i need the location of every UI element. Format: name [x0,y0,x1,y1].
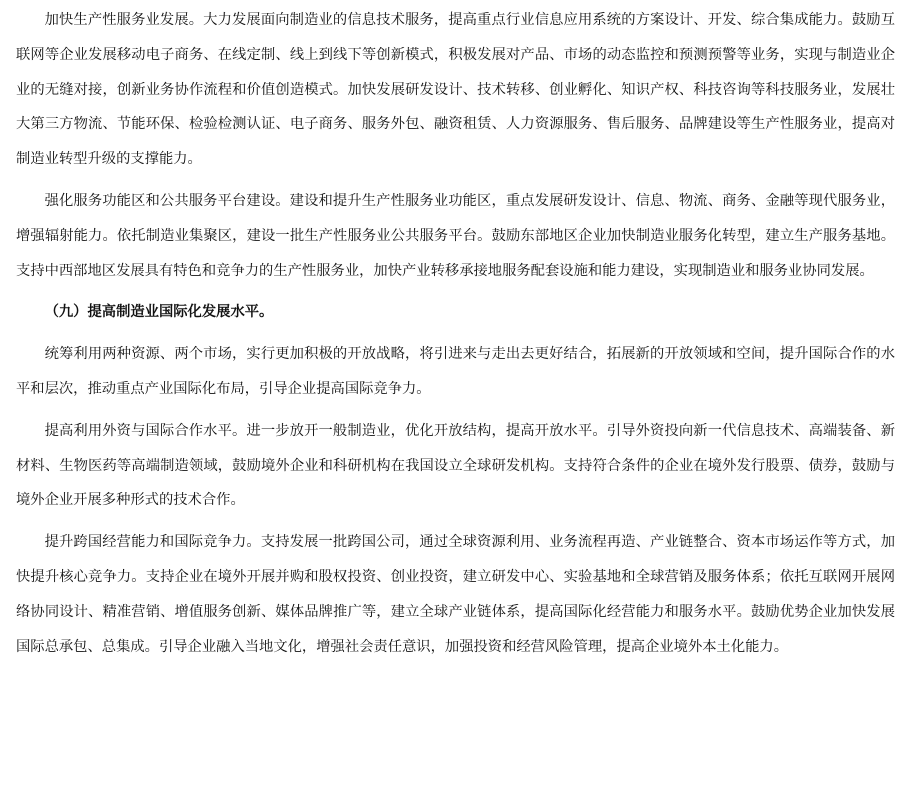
paragraph-service-platforms: 强化服务功能区和公共服务平台建设。建设和提升生产性服务业功能区，重点发展研发设计、信息、物流、商务、金融等现代服务业，增强辐射能力。依托制造业集聚区，建设一批生产性服务业公共服务平台。鼓励东部地区企业加快制造业服务化转型，建立生产服务基地。支持中西部地区发展具有特色和竞争力的生产性服务业，加快产业转移承接地服务配套设施和能力建设，实现制造业和服务业协同发展。 [16,192,895,279]
section-heading: （九）提高制造业国际化发展水平。 [44,304,274,321]
paragraph-producer-services: 加快生产性服务业发展。大力发展面向制造业的信息技术服务，提高重点行业信息应用系统的方案设计、开发、综合集成能力。鼓励互联网等企业发展移动电子商务、在线定制、线上到线下等创新模式，积极发展对产品、市场的动态监控和预测预警等业务，实现与制造业企业的无缝对接，创新业务协作流程和价值创造模式。加快发展研发设计、技术转移、创业孵化、知识产权、科技咨询等科技服务业，发展壮大第三方物流、节能环保、检验检测认证、电子商务、服务外包、融资租赁、人力资源服务、售后服务、品牌建设等生产性服务业，提高对制造业转型升级的支撑能力。 [16,12,895,168]
paragraph-foreign-investment: 提高利用外资与国际合作水平。进一步放开一般制造业，优化开放结构，提高开放水平。引导外资投向新一代信息技术、高端装备、新材料、生物医药等高端制造领域，鼓励境外企业和科研机构在我国设立全球研发机构。支持符合条件的企业在境外发行股票、债券，鼓励与境外企业开展多种形式的技术合作。 [16,422,895,509]
paragraph-international-resources: 统筹利用两种资源、两个市场，实行更加积极的开放战略，将引进来与走出去更好结合，拓展新的开放领域和空间，提升国际合作的水平和层次，推动重点产业国际化布局，引导企业提高国际竞争力。 [16,346,895,397]
paragraph-cross-border-operations: 提升跨国经营能力和国际竞争力。支持发展一批跨国公司，通过全球资源利用、业务流程再造、产业链整合、资本市场运作等方式，加快提升核心竞争力。支持企业在境外开展并购和股权投资、创业投资，建立研发中心、实验基地和全球营销及服务体系；依托互联网开展网络协同设计、精准营销、增值服务创新、媒体品牌推广等，建立全球产业链体系，提高国际化经营能力和服务水平。鼓励优势企业加快发展国际总承包、总集成。引导企业融入当地文化，增强社会责任意识，加强投资和经营风险管理，提高企业境外本土化能力。 [16,534,895,655]
